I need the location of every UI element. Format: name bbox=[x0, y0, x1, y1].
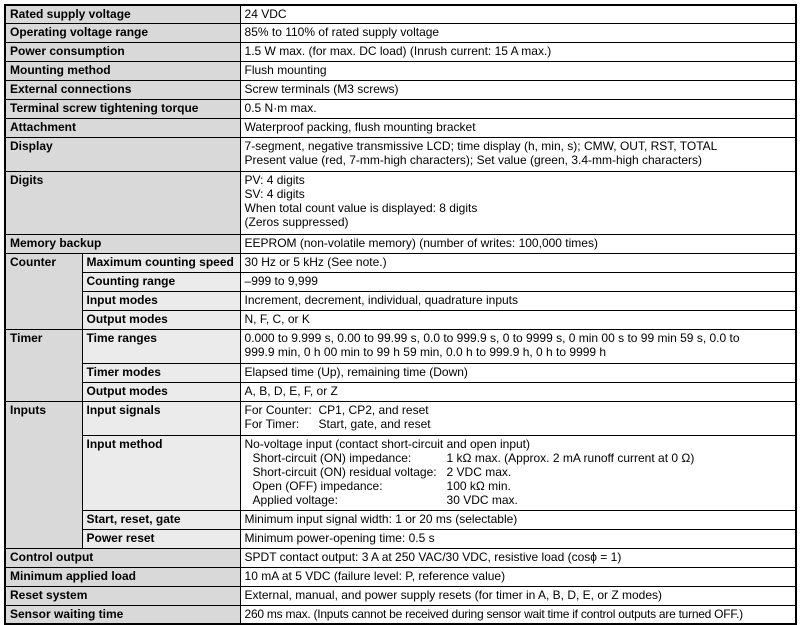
row-label-timer-output-modes: Output modes bbox=[82, 382, 240, 401]
table-row bbox=[5, 605, 796, 624]
row-label-terminal-screw-torque: Terminal screw tightening torque bbox=[5, 99, 240, 118]
row-label-mounting-method: Mounting method bbox=[5, 61, 240, 80]
row-label-attachment: Attachment bbox=[5, 118, 240, 137]
row-value-memory-backup: EEPROM (non-volatile memory) (number of writes: 100,000 times) bbox=[240, 234, 796, 253]
row-value-input-signals bbox=[240, 401, 796, 435]
row-value-external-connections: Screw terminals (M3 screws) bbox=[240, 80, 796, 99]
table-row bbox=[5, 5, 796, 23]
table-row bbox=[5, 61, 796, 80]
time-ranges-line: 999.9 min, 0 h 00 min to 99 h 59 min, 0.0 h to 999.9 h, 0 h to 9999 h bbox=[244, 344, 607, 359]
row-label-sensor-waiting-time: Sensor waiting time bbox=[5, 605, 240, 624]
row-label-control-output: Control output bbox=[5, 548, 240, 567]
row-value-time-ranges bbox=[240, 329, 796, 363]
table-row bbox=[5, 310, 796, 329]
table-row bbox=[5, 23, 796, 42]
input-method-value: 100 kΩ min. bbox=[446, 478, 511, 493]
display-line: 7-segment, negative transmissive LCD; time display (h, min, s); CMW, OUT, RST, TOTAL bbox=[244, 138, 718, 153]
table-row bbox=[5, 435, 796, 510]
input-method-value: 30 VDC max. bbox=[446, 492, 518, 507]
input-signals-timer-value: Start, gate, and reset bbox=[318, 416, 431, 431]
input-signals-counter-key: For Counter: bbox=[244, 402, 312, 417]
digits-line: SV: 4 digits bbox=[244, 186, 305, 201]
digits-line: (Zeros suppressed) bbox=[244, 214, 349, 229]
row-label-minimum-applied-load: Minimum applied load bbox=[5, 567, 240, 586]
table-row bbox=[5, 529, 796, 548]
table-row bbox=[5, 382, 796, 401]
table-row bbox=[5, 42, 796, 61]
table-row bbox=[5, 363, 796, 382]
row-label-operating-voltage-range: Operating voltage range bbox=[5, 23, 240, 42]
row-value-timer-modes: Elapsed time (Up), remaining time (Down) bbox=[240, 363, 796, 382]
table-row bbox=[5, 548, 796, 567]
input-method-value: 1 kΩ max. (Approx. 2 mA runoff current at 0 Ω) bbox=[446, 450, 695, 465]
row-value-start-reset-gate: Minimum input signal width: 1 or 20 ms (selectable) bbox=[240, 510, 796, 529]
table-row bbox=[5, 137, 796, 171]
table-row bbox=[5, 253, 796, 272]
row-value-counting-range: –999 to 9,999 bbox=[240, 272, 796, 291]
row-label-counting-range: Counting range bbox=[82, 272, 240, 291]
table-row bbox=[5, 80, 796, 99]
input-signals-timer-key: For Timer: bbox=[244, 416, 300, 431]
input-signals-grid bbox=[245, 403, 792, 431]
digits-line: PV: 4 digits bbox=[244, 172, 305, 187]
row-label-counter-output-modes: Output modes bbox=[82, 310, 240, 329]
input-method-key: Applied voltage: bbox=[252, 492, 338, 507]
display-line: Present value (red, 7-mm-high characters); Set value (green, 3.4-mm-high characters) bbox=[244, 152, 703, 167]
table-row bbox=[5, 401, 796, 435]
row-label-time-ranges: Time ranges bbox=[82, 329, 240, 363]
row-label-digits: Digits bbox=[5, 171, 240, 234]
input-method-key: Short-circuit (ON) impedance: bbox=[252, 450, 412, 465]
row-value-timer-output-modes: A, B, D, E, F, or Z bbox=[240, 382, 796, 401]
row-label-reset-system: Reset system bbox=[5, 586, 240, 605]
row-value-terminal-screw-torque: 0.5 N·m max. bbox=[240, 99, 796, 118]
group-label-inputs: Inputs bbox=[5, 401, 82, 548]
row-value-rated-supply-voltage: 24 VDC bbox=[240, 5, 796, 23]
row-label-display: Display bbox=[5, 137, 240, 171]
group-label-counter: Counter bbox=[5, 253, 82, 329]
row-value-counter-output-modes: N, F, C, or K bbox=[240, 310, 796, 329]
row-label-power-consumption: Power consumption bbox=[5, 42, 240, 61]
digits-line: When total count value is displayed: 8 digits bbox=[244, 200, 478, 215]
input-method-grid bbox=[245, 451, 792, 507]
row-value-minimum-applied-load: 10 mA at 5 VDC (failure level: P, reference value) bbox=[240, 567, 796, 586]
table-row bbox=[5, 99, 796, 118]
row-value-control-output: SPDT contact output: 3 A at 250 VAC/30 VDC, resistive load (cosϕ = 1) bbox=[240, 548, 796, 567]
row-label-memory-backup: Memory backup bbox=[5, 234, 240, 253]
table-row bbox=[5, 567, 796, 586]
row-label-input-method: Input method bbox=[82, 435, 240, 510]
group-label-timer: Timer bbox=[5, 329, 82, 401]
row-label-max-counting-speed: Maximum counting speed bbox=[82, 253, 240, 272]
time-ranges-line: 0.000 to 9.999 s, 0.00 to 99.99 s, 0.0 to 999.9 s, 0 to 9999 s, 0 min 00 s to 99 min 59 s, 0.0 to bbox=[244, 330, 740, 345]
table-row bbox=[5, 118, 796, 137]
row-label-rated-supply-voltage: Rated supply voltage bbox=[5, 5, 240, 23]
row-label-counter-input-modes: Input modes bbox=[82, 291, 240, 310]
table-row bbox=[5, 234, 796, 253]
row-value-mounting-method: Flush mounting bbox=[240, 61, 796, 80]
specifications-table bbox=[4, 4, 797, 625]
input-method-value: 2 VDC max. bbox=[446, 464, 512, 479]
row-label-external-connections: External connections bbox=[5, 80, 240, 99]
row-value-counter-input-modes: Increment, decrement, individual, quadrature inputs bbox=[240, 291, 796, 310]
input-signals-counter-value: CP1, CP2, and reset bbox=[318, 402, 429, 417]
row-value-power-reset: Minimum power-opening time: 0.5 s bbox=[240, 529, 796, 548]
table-row bbox=[5, 510, 796, 529]
row-value-power-consumption: 1.5 W max. (for max. DC load) (Inrush current: 15 A max.) bbox=[240, 42, 796, 61]
table-row bbox=[5, 291, 796, 310]
input-method-key: Open (OFF) impedance: bbox=[252, 478, 383, 493]
row-value-reset-system: External, manual, and power supply resets (for timer in A, B, D, E, or Z modes) bbox=[240, 586, 796, 605]
row-value-display bbox=[240, 137, 796, 171]
row-value-sensor-waiting-time: 260 ms max. (Inputs cannot be received during sensor wait time if control outputs are turned OFF.) bbox=[240, 605, 796, 624]
row-label-input-signals: Input signals bbox=[82, 401, 240, 435]
table-row bbox=[5, 171, 796, 234]
input-method-intro: No-voltage input (contact short-circuit and open input) bbox=[244, 436, 531, 451]
row-value-digits bbox=[240, 171, 796, 234]
input-method-key: Short-circuit (ON) residual voltage: bbox=[252, 464, 437, 479]
table-row bbox=[5, 272, 796, 291]
row-value-max-counting-speed: 30 Hz or 5 kHz (See note.) bbox=[240, 253, 796, 272]
row-label-timer-modes: Timer modes bbox=[82, 363, 240, 382]
row-label-start-reset-gate: Start, reset, gate bbox=[82, 510, 240, 529]
table-row bbox=[5, 329, 796, 363]
row-value-attachment: Waterproof packing, flush mounting bracket bbox=[240, 118, 796, 137]
table-row bbox=[5, 586, 796, 605]
row-label-power-reset: Power reset bbox=[82, 529, 240, 548]
row-value-input-method bbox=[240, 435, 796, 510]
row-value-operating-voltage-range: 85% to 110% of rated supply voltage bbox=[240, 23, 796, 42]
